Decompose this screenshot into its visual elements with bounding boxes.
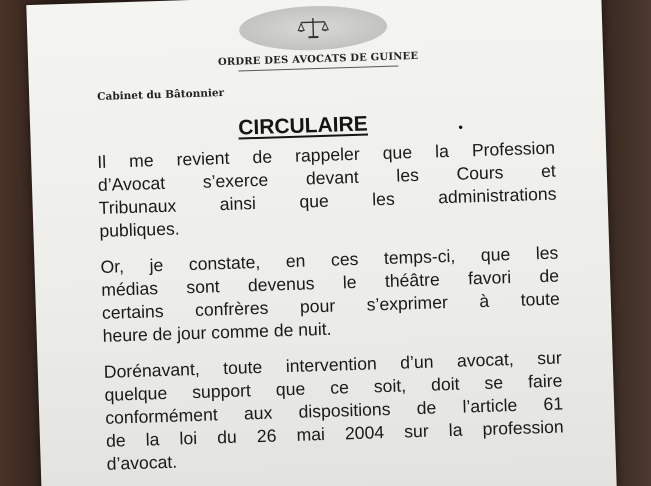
text-line: d’avocat. — [106, 451, 178, 474]
scales-of-justice-icon — [296, 15, 331, 42]
text-line: publiques. — [99, 218, 180, 241]
organization-name: ORDRE DES AVOCATS DE GUINEE — [217, 50, 419, 69]
paragraph-2 — [100, 242, 561, 348]
text-line: conformément aux dispositions de l’article 61 — [104, 393, 564, 428]
text-line: médias sont devenus le théâtre favori de — [100, 265, 560, 300]
text-line: heure de jour comme de nuit. — [102, 318, 332, 346]
text-line: Il me revient de rappeler que la Profession — [96, 137, 556, 172]
text-line: Dorénavant, toute intervention d’un avocat, sur — [103, 347, 562, 382]
paragraph-3 — [104, 347, 565, 476]
stray-mark: • — [458, 119, 464, 135]
document-body — [97, 137, 565, 486]
text-line: de la loi du 26 mai 2004 sur la profession — [105, 416, 564, 451]
document-page — [26, 0, 616, 486]
bar-seal — [238, 4, 387, 53]
text-line: quelque support que ce soit, doit se faire — [104, 370, 563, 405]
text-line: d’Avocat s’exerce devant les Cours et — [97, 160, 557, 195]
document-title: CIRCULAIRE — [237, 112, 369, 140]
text-line: certains confrères pour s’exprimer à toute — [101, 288, 561, 323]
text-line: Or, je constate, en ces temps-ci, que les — [100, 242, 559, 277]
paragraph-1 — [97, 137, 558, 243]
text-line: Tribunaux ainsi que les administrations — [98, 183, 557, 218]
office-name: Cabinet du Bâtonnier — [97, 86, 225, 103]
